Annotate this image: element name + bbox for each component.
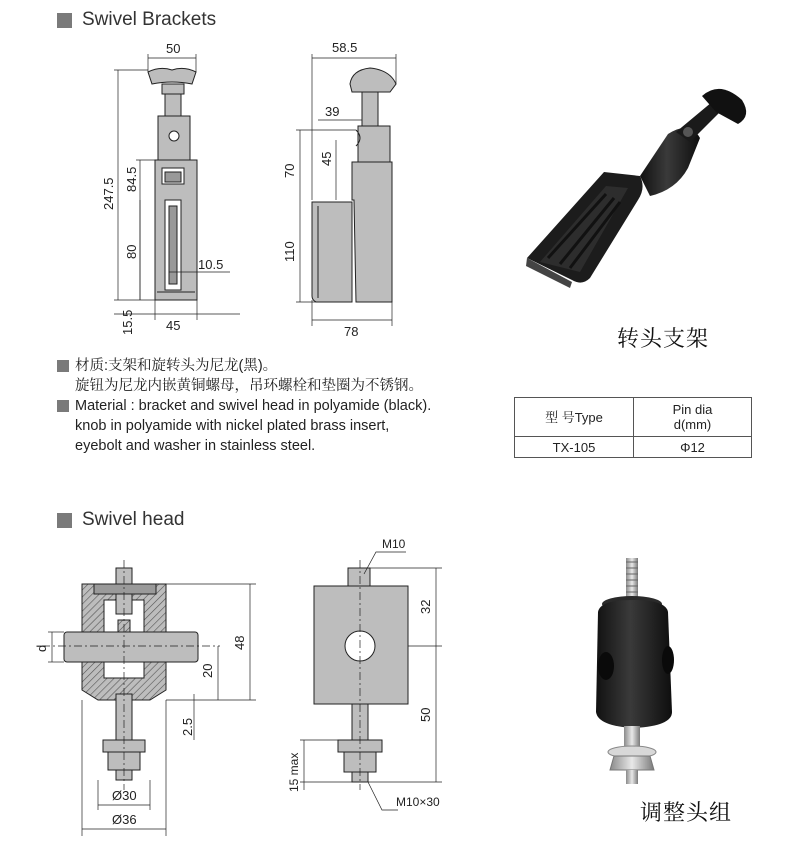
pin-dia-header: Pin dia d(mm) — [634, 398, 752, 437]
dim-label: Ø36 — [112, 812, 137, 827]
dim-label: M10 — [382, 537, 406, 551]
dim-label: 10.5 — [198, 257, 224, 272]
dim-label: 110 — [282, 241, 297, 262]
swivel-brackets-title: Swivel Brackets — [57, 9, 216, 31]
table-row — [515, 437, 752, 458]
dim-label: 84.5 — [124, 166, 139, 192]
dim-label: 32 — [418, 599, 433, 614]
spec-table — [514, 397, 752, 458]
dim-label: 70 — [282, 163, 297, 178]
dim-label: 78 — [344, 324, 359, 339]
bracket-photo-caption: 转头支架 — [617, 326, 710, 351]
dim-label: M10×30 — [396, 795, 440, 809]
dim-label: Ø30 — [112, 788, 137, 803]
swivel-bracket-photo — [526, 89, 746, 288]
dim-label: 45 — [319, 151, 334, 166]
dim-label: 80 — [124, 244, 139, 259]
dim-label: d — [34, 644, 49, 652]
dim-label: 50 — [166, 41, 181, 56]
dim-label: 2.5 — [180, 717, 195, 736]
dim-label: 48 — [232, 635, 247, 650]
dim-label: 39 — [325, 104, 340, 119]
dim-label: 58.5 — [332, 40, 358, 55]
swivel-head-photo — [596, 558, 674, 784]
type-cell: TX-105 — [515, 437, 634, 458]
dim-label: 15.5 — [120, 309, 135, 335]
spec-table-header — [515, 398, 752, 437]
square-bullet-icon — [57, 400, 69, 412]
type-header: 型 号Type — [515, 398, 634, 437]
swivel-head-title: Swivel head — [57, 509, 184, 531]
pin-dia-cell: Φ12 — [634, 437, 752, 458]
dim-label: 45 — [166, 318, 181, 333]
dim-label: 20 — [200, 663, 215, 678]
swivel-head-section-view — [42, 560, 220, 790]
head-photo-caption: 调整头组 — [640, 800, 733, 825]
dim-label: 15 max — [287, 752, 301, 792]
dim-label: 50 — [418, 707, 433, 722]
dim-label: 247.5 — [101, 177, 116, 210]
square-bullet-icon — [57, 360, 69, 372]
bracket-front-view — [148, 68, 197, 300]
swivel-head-elevation-view — [314, 560, 408, 790]
material-description: 材质:支架和旋转头为尼龙(黑)。 旋钮为尼龙内嵌黄铜螺母，吊环螺栓和垫圈为不锈钢。 Material : bracket and swivel head in polyamide (black). knob in polyamide with nickel plated brass insert, eyebolt and washer in stainless steel. — [57, 356, 507, 456]
